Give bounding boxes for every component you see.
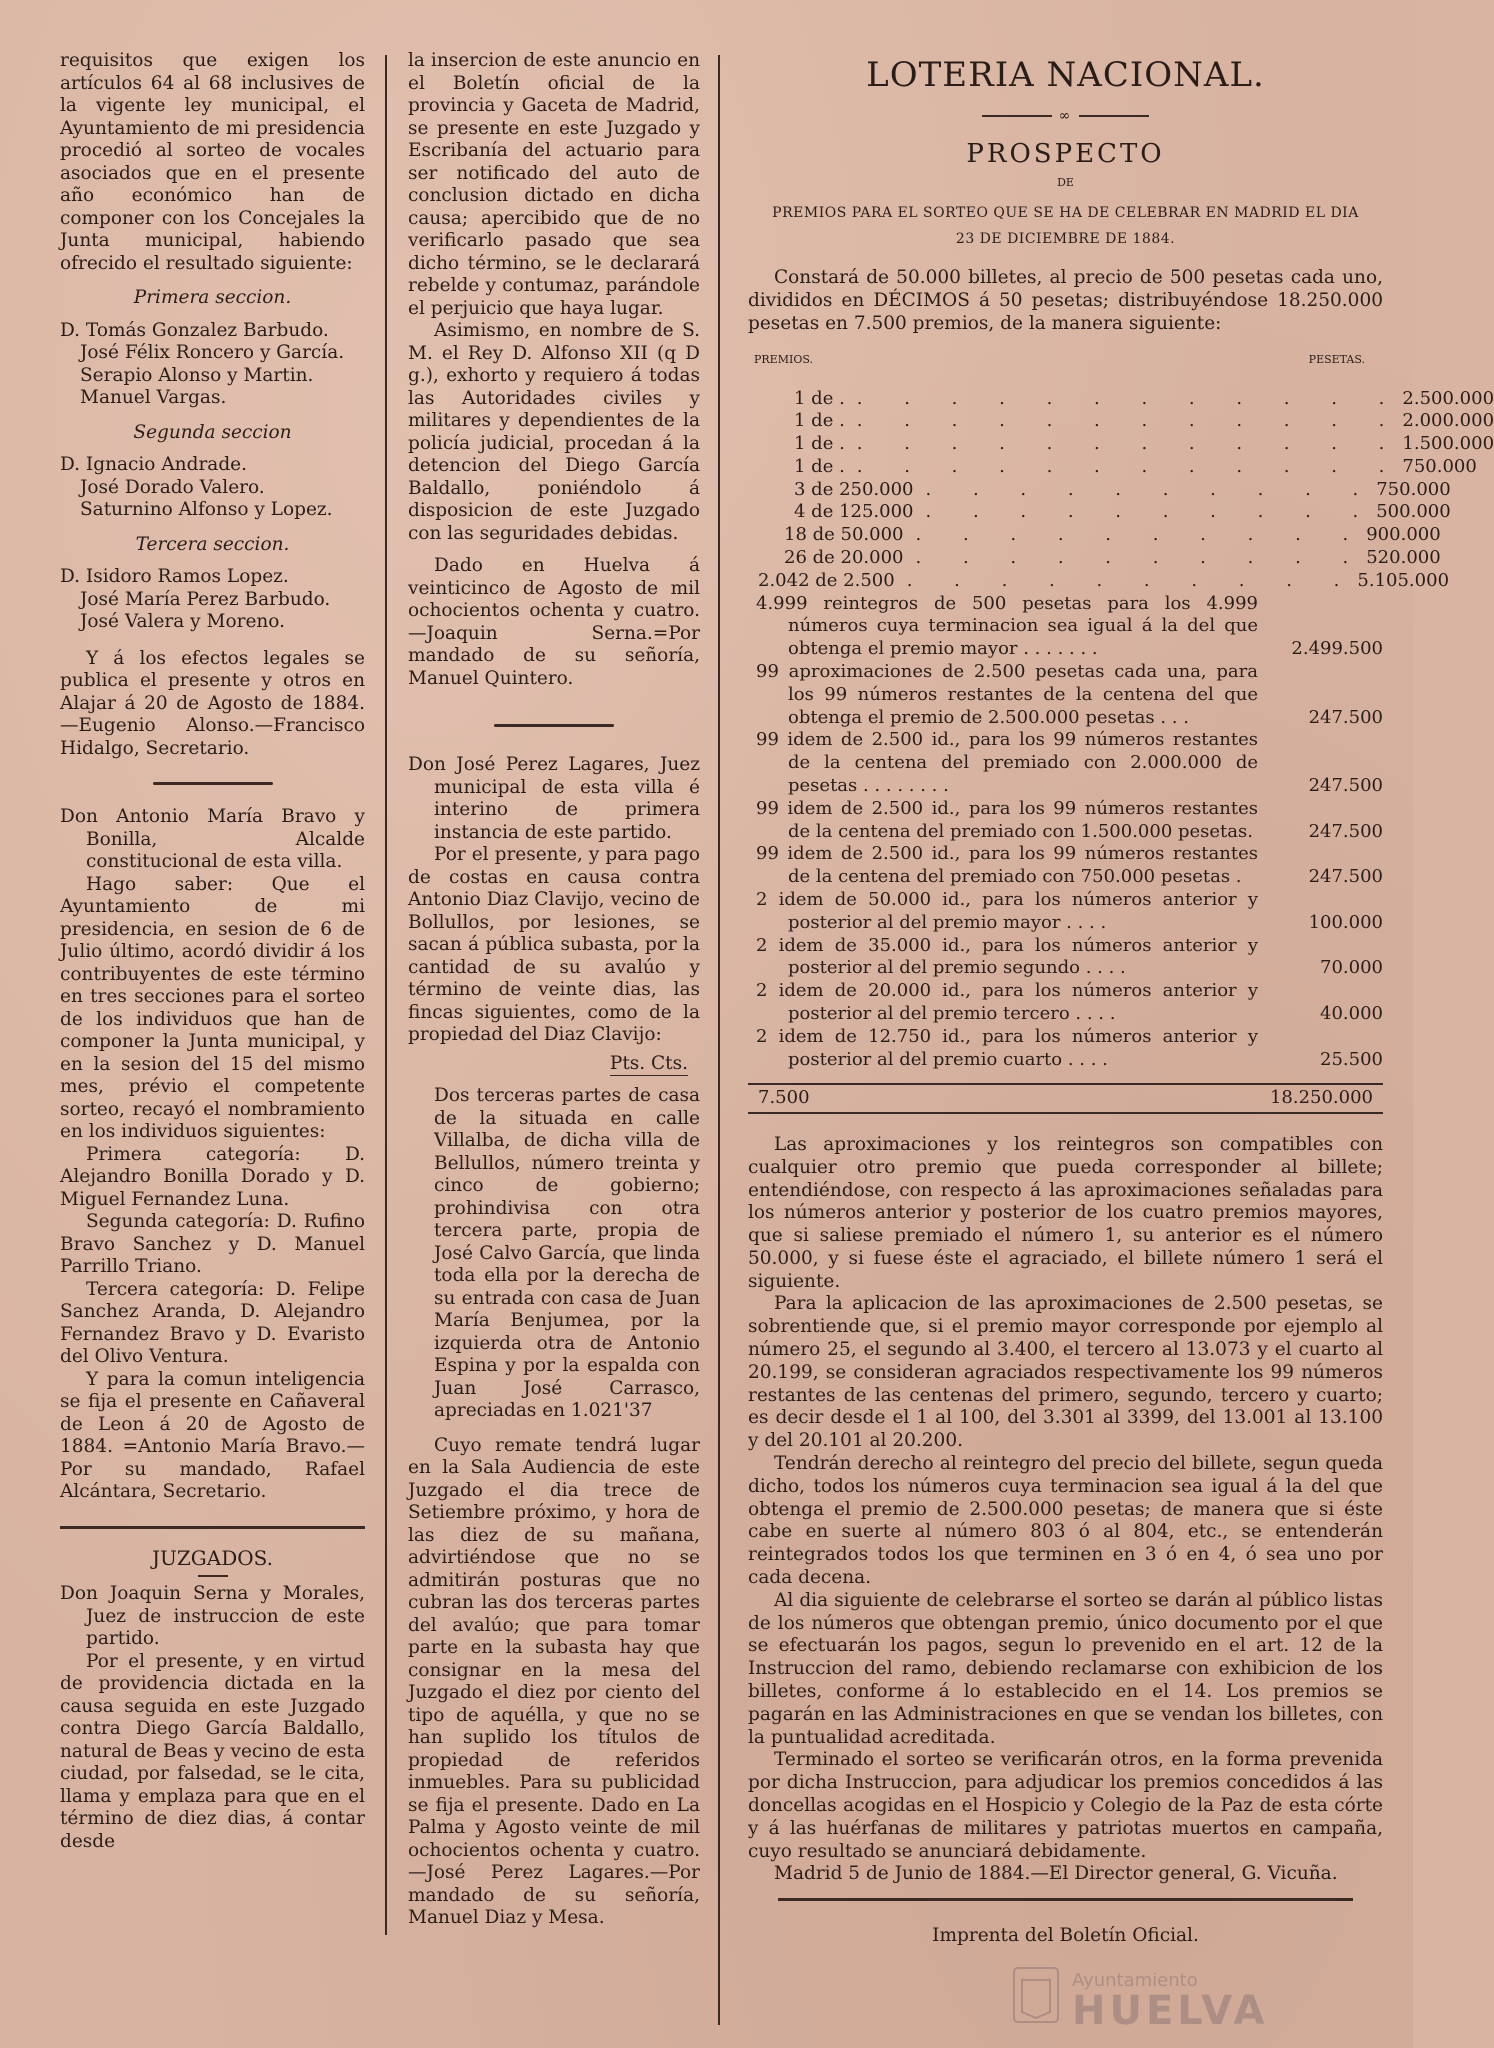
tercera-seccion-heading: Tercera seccion. bbox=[135, 533, 290, 555]
column-2 bbox=[408, 50, 700, 1930]
citacion-paragraph: Por el presente, y en virtud de providencia dictada en la causa seguida en este Juzgado contra Diego García Baldallo, natural de Beas y vecino de esta ciudad, por falsedad, se le cita, llama y emplaza para que en el término de diez dias, á contar desde bbox=[60, 1650, 365, 1852]
hago-saber-paragraph: Hago saber: Que el Ayuntamiento de mi presidencia, en sesion de 6 de Julio último, acordó dividir á los contribuyentes de este término en tres secciones para el sorteo de los individuos que han de componer la Junta municipal, y en la sesion del 15 del mismo mes, prévio el competente sorteo, recayó el nombramiento en los individuos siguientes: bbox=[60, 873, 365, 1142]
table-row: 2 idem de 50.000 id., para los números anterior y posterior al del premio mayor . . . . 100.000 bbox=[756, 889, 1383, 933]
imprenta-line: Imprenta del Boletín Oficial. bbox=[932, 1925, 1199, 1947]
total-premios: 7.500 bbox=[758, 1087, 810, 1109]
table-row: 1 de . . . . . . . . . . . . . 1.500.000 bbox=[794, 433, 1494, 455]
aplicacion-paragraph: Para la aplicacion de las aproximaciones de 2.500 pesetas, se sobrentiende que, si el premio mayor corresponde por ejemplo al número 25, el segundo al 3.400, el tercero al 13.073 y el cuarto al 20.199, se consideran agraciados respectivamente los 99 números restantes de las centenas del primero, segundo, tercero y cuarto; es decir desde el 1 al 100, del 3.301 al 3399, del 13.001 al 13.100 y del 20.101 al 20.200. bbox=[748, 1293, 1383, 1452]
prize-table bbox=[748, 387, 1494, 1072]
list-item: D. Tomás Gonzalez Barbudo. bbox=[60, 319, 329, 341]
list-item: Saturnino Alfonso y Lopez. bbox=[80, 499, 333, 520]
column-rule-1 bbox=[385, 55, 387, 1935]
total-pesetas: 18.250.000 bbox=[1269, 1087, 1373, 1109]
canaveral-closing: Y para la comun inteligencia se fija el presente en Cañaveral de Leon á 20 de Agosto de 1884. =Antonio María Bravo.—Por su mandado, Rafael Alcántara, Secretario. bbox=[60, 1368, 365, 1502]
table-header bbox=[748, 349, 1383, 372]
segunda-categoria: Segunda categoría: D. Rufino Bravo Sanchez y D. Manuel Parrillo Triano. bbox=[60, 1211, 365, 1277]
juez-heading: Don Joaquin Serna y Morales, Juez de instruccion de este partido. bbox=[60, 1583, 365, 1649]
premios-heading-line1: PREMIOS PARA EL SORTEO QUE SE HA DE CELEBRAR EN MADRID EL DIA bbox=[772, 205, 1359, 221]
pts-cts-header: Pts. Cts. bbox=[609, 1052, 688, 1074]
segunda-seccion-heading: Segunda seccion bbox=[133, 421, 292, 443]
signature-line: Madrid 5 de Junio de 1884.—El Director general, G. Vicuña. bbox=[774, 1863, 1338, 1885]
remate-paragraph: Cuyo remate tendrá lugar en la Sala Audiencia de este Juzgado el dia trece de Setiembre próximo, y hora de las diez de su mañana, advirtiéndose que no se admitirán posturas que no cubran las dos terceras partes del avalúo; que para tomar parte en la subasta hay que consignar en la mesa del Juzgado el diez por ciento del tipo de aquélla, y que no se han suplido los títulos de propiedad de referidos inmuebles. Para su publicidad se fija el presente. Dado en La Palma y Agosto veinte de mil ochocientos ochenta y cuatro.—José Perez Lagares.—Por mandado de su señoría, Manuel Diaz y Mesa. bbox=[408, 1434, 700, 1928]
table-row: 1 de . . . . . . . . . . . . . 2.000.000 bbox=[794, 410, 1494, 432]
table-row: 99 aproximaciones de 2.500 pesetas cada una, para los 99 números restantes de la centena del que obtenga el premio de 2.500.000 pesetas . . . 247.500 bbox=[756, 661, 1383, 728]
pesetas-column-header: PESETAS. bbox=[1308, 353, 1365, 366]
doncellas-paragraph: Terminado el sorteo se verificarán otros, en la forma prevenida por dicha Instruccion, para adjudicar los premios concedidos á las doncellas acogidas en el Hospicio y Colegio de la Paz de esta córte y á las huérfanas de militares y patriotas muertos en campaña, cuyo resultado se anunciará debidamente. bbox=[748, 1749, 1383, 1862]
column-rule-2 bbox=[718, 55, 720, 2025]
primera-seccion-list bbox=[60, 320, 365, 410]
list-item: José Félix Roncero y García. bbox=[80, 342, 345, 363]
table-row: 99 idem de 2.500 id., para los 99 números restantes de la centena del premiado con 2.000.000 de pesetas . . . . . . . . 247.500 bbox=[756, 729, 1383, 797]
alajar-paragraph: requisitos que exigen los artículos 64 al 68 inclusives de la vigente ley municipal, el Ayuntamiento de mi presidencia procedió al sorteo de vocales asociados que en el presente año económico han de componer con los Concejales la Junta municipal, habiendo ofrecido el resultado siguiente: bbox=[60, 50, 365, 274]
table-row: 1 de . . . . . . . . . . . . . 750.000 bbox=[794, 455, 1477, 477]
section-divider bbox=[60, 1526, 365, 1529]
alcalde-heading: Don Antonio María Bravo y Bonilla, Alcalde constitucional de esta villa. bbox=[60, 806, 365, 872]
table-row: 4 de 125.000 . . . . . . . . . . 500.000 bbox=[794, 501, 1451, 523]
table-row: 99 idem de 2.500 id., para los 99 números restantes de la centena del premiado con 1.500.000 pesetas. 247.500 bbox=[756, 797, 1383, 842]
tercera-seccion-list bbox=[60, 566, 365, 634]
table-row: 26 de 20.000 . . . . . . . . . . 520.000 bbox=[784, 547, 1441, 569]
loteria-title: LOTERIA NACIONAL. bbox=[866, 55, 1265, 95]
alajar-closing: Y á los efectos legales se publica el presente y otros en Alajar á 20 de Agosto de 1884.—Eugenio Alonso.—Francisco Hidalgo, Secretario. bbox=[60, 647, 365, 759]
table-row: 4.999 reintegros de 500 pesetas para los 4.999 números cuya terminacion sea igual á la del que obtenga el premio mayor . . . . . . . 2.499.500 bbox=[756, 592, 1383, 660]
asimismo-paragraph: Asimismo, en nombre de S. M. el Rey D. Alfonso XII (q D g.), exhorto y requiero á todas las Autoridades civiles y militares y dependientes de la policía judicial, procedan á la detencion del Diego García Baldallo, poniéndolo á disposicion de este Juzgado con las seguridades debidas. bbox=[408, 320, 700, 544]
prospecto-heading: PROSPECTO bbox=[966, 139, 1165, 169]
ayuntamiento-huelva-watermark bbox=[1010, 1960, 1340, 2034]
watermark-line1: Ayuntamiento bbox=[1072, 1970, 1198, 1991]
table-row: 99 idem de 2.500 id., para los 99 números restantes de la centena del premiado con 750.000 pesetas . 247.500 bbox=[756, 843, 1383, 888]
segunda-seccion-list bbox=[60, 454, 365, 522]
primera-seccion-heading: Primera seccion. bbox=[133, 287, 292, 308]
listas-paragraph: Al dia siguiente de celebrarse el sorteo se darán al público listas de los números que obtengan premio, único documento por el que se efectuarán los pagos, segun lo prevenido en el art. 12 de la Instruccion del ramo, debiendo reclamarse con exhibicion de los billetes, conforme á lo establecido en el 14. Los premios se pagarán en las Administraciones en que se vendan los billetes, con la puntualidad acreditada. bbox=[748, 1589, 1383, 1748]
table-row: 18 de 50.000 . . . . . . . . . . 900.000 bbox=[784, 524, 1441, 546]
premios-column-header: PREMIOS. bbox=[754, 353, 813, 366]
list-item: Serapio Alonso y Martin. bbox=[80, 364, 314, 386]
primera-categoria: Primera categoría: D. Alejandro Bonilla Dorado y D. Miguel Fernandez Luna. bbox=[60, 1143, 365, 1210]
table-row: 2 idem de 12.750 id., para los números anterior y posterior al del premio cuarto . . . . 25.500 bbox=[756, 1025, 1383, 1070]
table-row: 2.042 de 2.500 . . . . . . . . . . 5.105.000 bbox=[758, 569, 1450, 591]
list-item: D. Isidoro Ramos Lopez. bbox=[60, 566, 289, 587]
table-row: 1 de . . . . . . . . . . . . . 2.500.000 bbox=[794, 387, 1494, 409]
subasta-paragraph: Por el presente, y para pago de costas en causa contra Antonio Diaz Clavijo, vecino de Bollullos, por lesiones, se sacan á pública subasta, por la cantidad de su avalúo y término de veinte dias, las fincas siguientes, como de la propiedad del Diaz Clavijo: bbox=[408, 844, 700, 1045]
tercera-categoria: Tercera categoría: D. Felipe Sanchez Aranda, D. Alejandro Fernandez Bravo y D. Evaristo del Olivo Ventura. bbox=[60, 1278, 365, 1367]
list-item: José Valera y Moreno. bbox=[80, 611, 285, 632]
ornament-divider bbox=[494, 720, 614, 730]
de-label: DE bbox=[1057, 175, 1074, 189]
finca-description: Dos terceras partes de casa de la situada en calle Villalba, de dicha villa de Bellullos, número treinta y cinco de gobierno; prohindivisa con otra tercera parte, propia de José Calvo García, que linda toda ella por la derecha de su entrada con casa de Juan María Benjumea, por la izquierda otra de Antonio Espina y por la espalda con Juan José Carrasco, apreciadas en 1.021'37 bbox=[434, 1085, 700, 1421]
title-ornament: ∞ bbox=[748, 105, 1383, 128]
watermark-line2: HUELVA bbox=[1072, 1988, 1269, 2034]
table-row: 3 de 250.000 . . . . . . . . . . 750.000 bbox=[794, 478, 1451, 500]
finca-description-wrap bbox=[434, 1085, 700, 1423]
column-1 bbox=[60, 50, 365, 1853]
rules-text bbox=[748, 1134, 1383, 1886]
huelva-closing: Dado en Huelva á veinticinco de Agosto de mil ochocientos ochenta y cuatro.—Joaquin Serna.=Por mandado de su señoría, Manuel Quintero. bbox=[408, 555, 700, 689]
closing-divider bbox=[778, 1898, 1353, 1901]
intro-paragraph: Constará de 50.000 billetes, al precio de 500 pesetas cada uno, divididos en DÉCIMOS á 50 pesetas; distribuyéndose 18.250.000 pesetas en 7.500 premios, de la manera siguiente: bbox=[748, 267, 1383, 334]
reintegro-paragraph: Tendrán derecho al reintegro del precio del billete, segun queda dicho, todos los números cuya terminacion sea igual á la del que obtenga el premio de 2.500.000 pesetas; de manera que si éste cabe en suerte al número 803 ó al 804, etc., se entenderán reintegrados todos los que terminen en 3 ó en 4, ó sea uno por cada decena. bbox=[748, 1453, 1383, 1589]
premios-heading-line2: 23 DE DICIEMBRE DE 1884. bbox=[955, 231, 1176, 247]
ornament-divider bbox=[153, 778, 273, 788]
list-item: José María Perez Barbudo. bbox=[80, 588, 331, 610]
insercion-paragraph: la insercion de este anuncio en el Boletín oficial de la provincia y Gaceta de Madrid, se presente en este Juzgado y Escribanía del actuario para ser notificado del auto de conclusion dictado en dicha causa; apercibido que de no verificarlo pasado que sea dicho término, se le declarará rebelde y contumaz, parándole el perjuicio que haya lugar. bbox=[408, 50, 700, 319]
juzgados-heading: JUZGADOS. bbox=[152, 1545, 273, 1570]
column-3 bbox=[748, 50, 1494, 1948]
juez-municipal-heading: Don José Perez Lagares, Juez municipal de esta villa é interino de primera instancia de este partido. bbox=[408, 754, 700, 843]
totals-row bbox=[748, 1083, 1383, 1114]
table-row: 2 idem de 20.000 id., para los números anterior y posterior al del premio tercero . . . . 40.000 bbox=[756, 980, 1383, 1025]
list-item: D. Ignacio Andrade. bbox=[60, 454, 247, 475]
list-item: Manuel Vargas. bbox=[80, 387, 227, 408]
small-divider bbox=[198, 1575, 228, 1577]
aproximaciones-paragraph: Las aproximaciones y los reintegros son compatibles con cualquier otro premio que pueda corresponder al billete; entendiéndose, con respecto á las aproximaciones señaladas para los números anterior y posterior de los cuatro premios mayores, que si saliese premiado el número 1, su anterior es el número 50.000, y si fuese éste el agraciado, el billete número 1 será el siguiente. bbox=[748, 1133, 1383, 1292]
list-item: José Dorado Valero. bbox=[80, 476, 265, 498]
table-row: 2 idem de 35.000 id., para los números anterior y posterior al del premio segundo . . . . 70.000 bbox=[756, 934, 1383, 979]
